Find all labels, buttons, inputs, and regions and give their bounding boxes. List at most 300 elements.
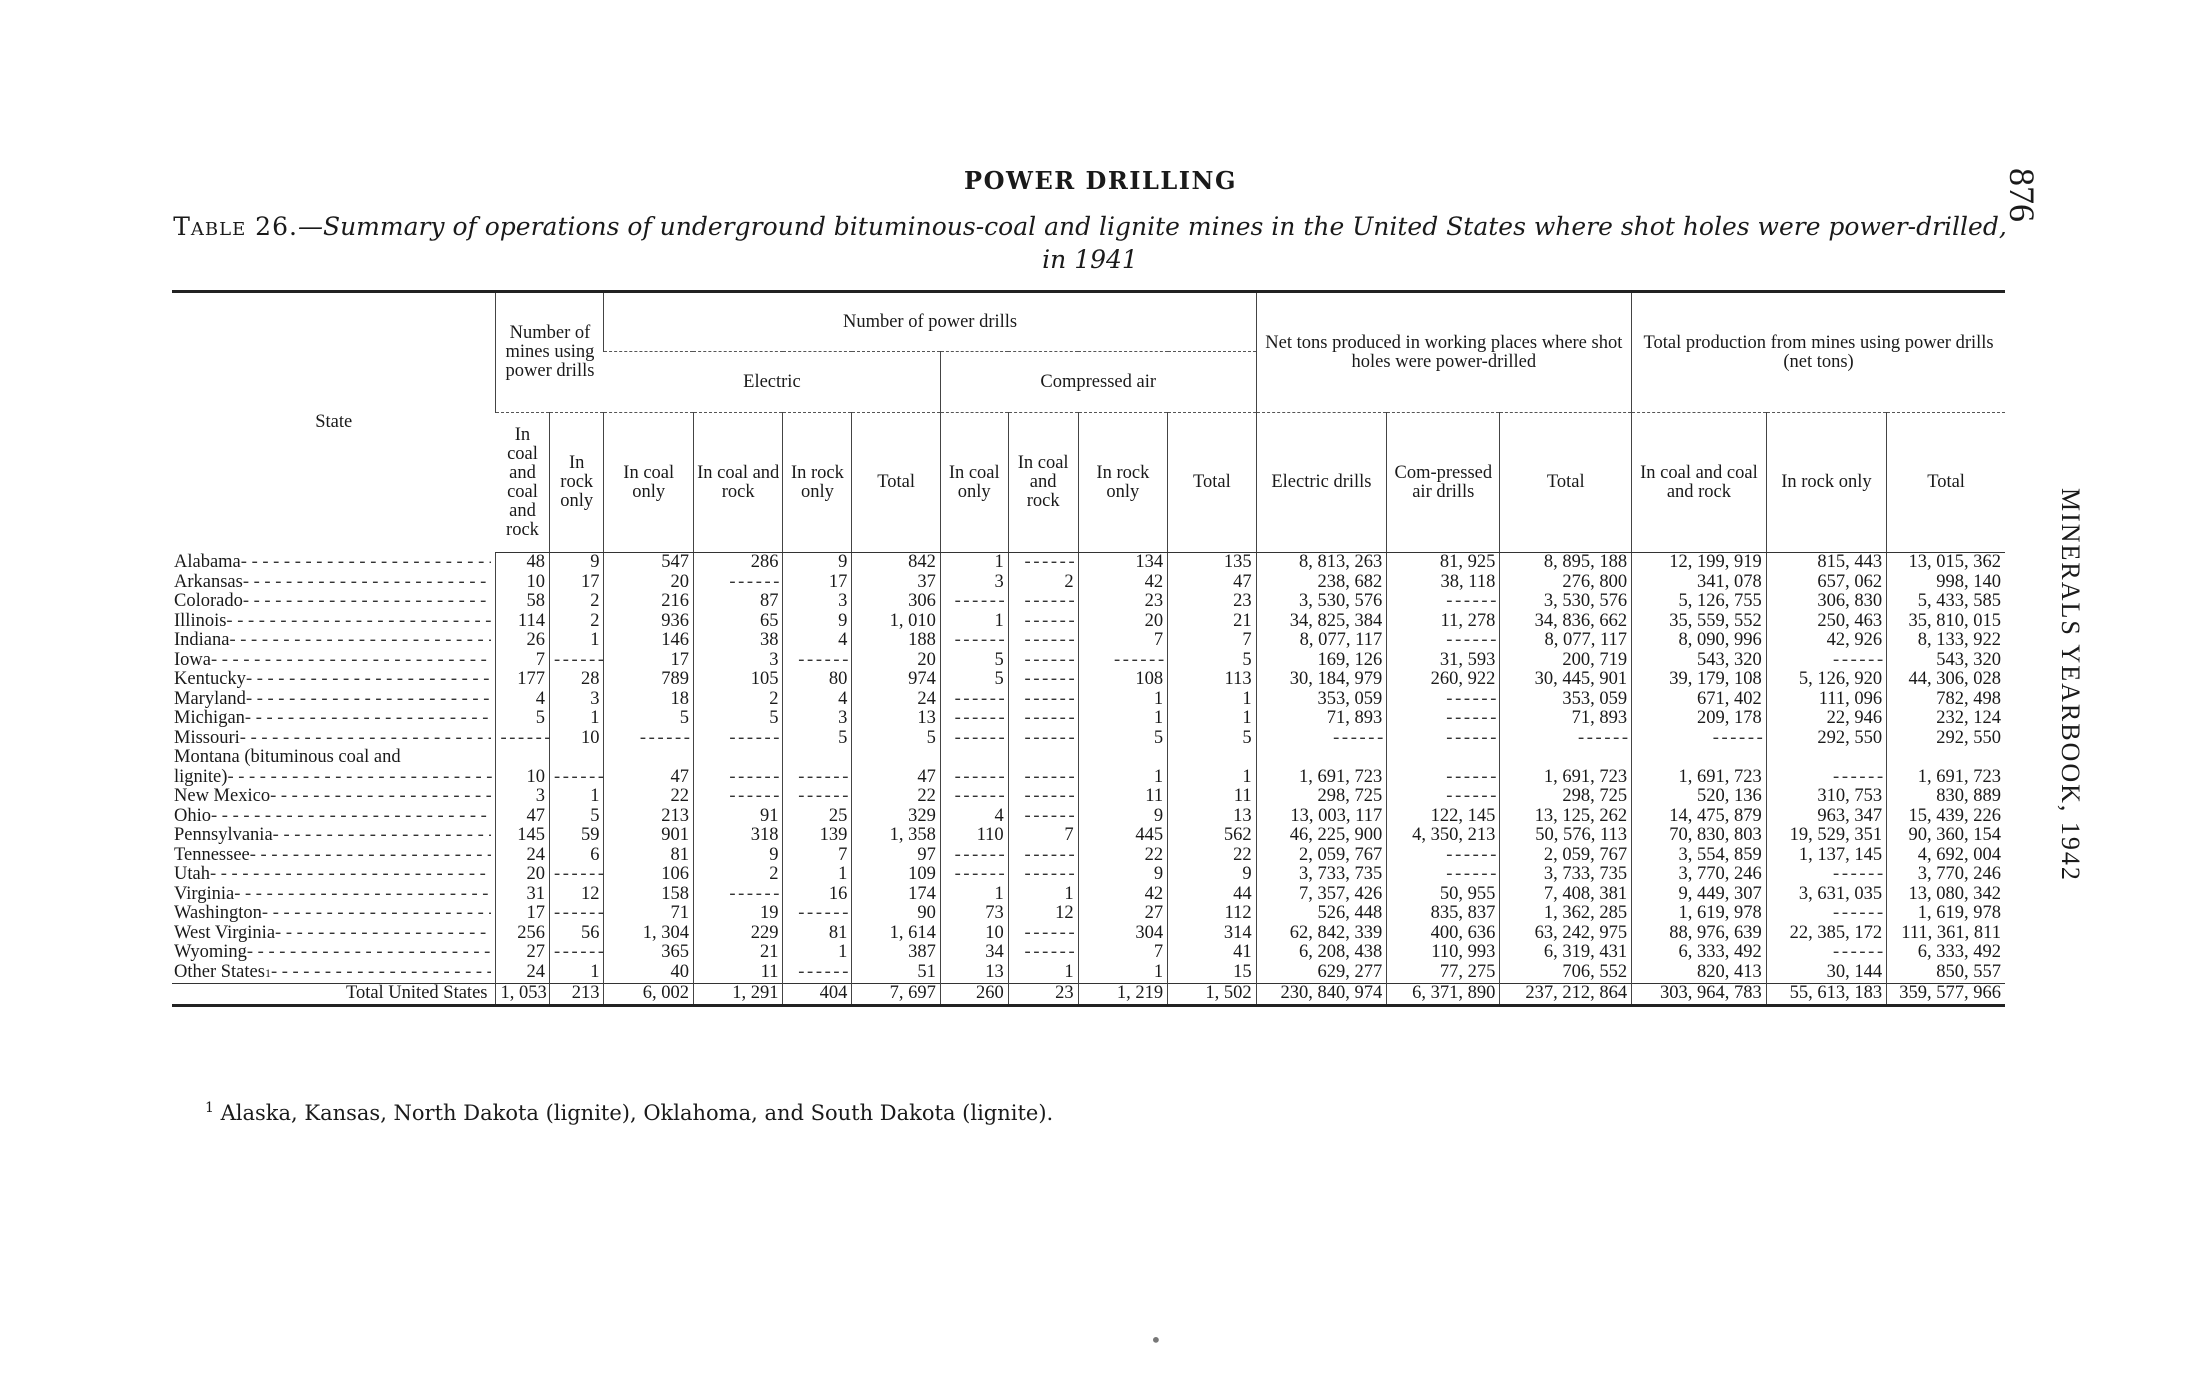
table-cell: 81, 925 [1387,553,1500,573]
table-cell: 59 [549,826,604,846]
state-label: West Virginia [174,923,276,943]
table-cell [549,943,604,963]
state-label: Virginia [174,884,235,904]
table-cell: 24 [852,690,940,710]
table-cell: 22 [852,787,940,807]
table-cell: 31, 593 [1387,651,1500,671]
table-cell: 105 [693,670,782,690]
table-cell: 9 [693,846,782,866]
table-cell: 10 [549,729,604,749]
state-name [172,943,496,963]
table-cell: 4 [783,631,852,651]
table-cell: 17 [783,573,852,593]
table-cell [1766,748,1886,787]
column-header-15: In rock only [1766,413,1886,553]
state-name [172,826,496,846]
state-label: New Mexico [174,787,271,806]
state-label: Pennsylvania [174,826,273,845]
column-header-7: In coal only [940,413,1008,553]
total-cell: 303, 964, 783 [1632,984,1767,1006]
table-cell: 42 [1078,573,1167,593]
table-cell: 1, 010 [852,612,940,632]
table-cell: 2, 059, 767 [1256,846,1387,866]
table-cell: 34 [940,943,1008,963]
state-label: Iowa [174,650,211,670]
table-cell: 37 [852,573,940,593]
total-cell: 23 [1008,984,1078,1006]
table-cell: 62, 842, 339 [1256,924,1387,944]
table-cell: 815, 443 [1766,553,1886,573]
dot-leader [247,943,492,963]
footnote-mark: 1 [205,1100,214,1116]
table-cell: 15 [1168,963,1257,984]
table-cell: 7 [1008,826,1078,846]
table-cell: 145 [496,826,549,846]
running-head: MINERALS YEARBOOK, 1942 [2056,488,2085,882]
table-cell: 213 [604,807,693,827]
table-cell: 830, 889 [1887,787,2005,807]
table-cell: 1, 619, 978 [1887,904,2005,924]
table-cell: 14, 475, 879 [1632,807,1767,827]
table-cell: 782, 498 [1887,690,2005,710]
table-cell: 6, 333, 492 [1887,943,2005,963]
table-cell: 260, 922 [1387,670,1500,690]
column-header-12: Com-pressed air drills [1387,413,1500,553]
table-row [172,631,2005,651]
dot-leader [275,924,491,944]
table-cell: 1 [940,612,1008,632]
table-cell: 238, 682 [1256,573,1387,593]
table-cell [693,787,782,807]
state-name [172,670,496,690]
table-cell [1008,943,1078,963]
table-cell: 11 [693,963,782,984]
table-cell: 7 [783,846,852,866]
table-cell: 1 [1008,885,1078,905]
dot-leader [273,826,492,846]
table-cell: 109 [852,865,940,885]
table-cell: 8, 077, 117 [1500,631,1632,651]
table-cell: 63, 242, 975 [1500,924,1632,944]
dot-leader [245,709,492,729]
dot-leader [271,963,492,983]
table-cell: 13 [852,709,940,729]
table-cell: 12 [549,885,604,905]
table-cell: 70, 830, 803 [1632,826,1767,846]
table-cell [549,904,604,924]
table-cell: 1 [1078,963,1167,984]
state-name [172,846,496,866]
dot-leader [250,846,492,866]
table-row [172,612,2005,632]
table-cell: 310, 753 [1766,787,1886,807]
state-label: Alabama [174,552,241,572]
table-cell: 9 [1078,865,1167,885]
table-cell [940,631,1008,651]
total-cell: 55, 613, 183 [1766,984,1886,1006]
table-cell: 71, 893 [1256,709,1387,729]
table-cell: 974 [852,670,940,690]
table-cell: 5 [496,709,549,729]
total-cell: 1, 291 [693,984,782,1006]
table-cell: 9, 449, 307 [1632,885,1767,905]
table-cell [1256,729,1387,749]
table-cell: 562 [1168,826,1257,846]
table-cell: 3 [783,709,852,729]
state-name [172,865,496,885]
table-cell: 16 [783,885,852,905]
table-cell: 23 [1078,592,1167,612]
table-row [172,573,2005,593]
total-cell: 213 [549,984,604,1006]
table-cell: 114 [496,612,549,632]
total-cell: 230, 840, 974 [1256,984,1387,1006]
table-cell: 286 [693,553,782,573]
state-name [172,592,496,612]
table-row [172,865,2005,885]
table-cell: 25 [783,807,852,827]
table-cell: 90, 360, 154 [1887,826,2005,846]
table-cell: 10 [940,924,1008,944]
table-cell: 200, 719 [1500,651,1632,671]
table-cell: 90 [852,904,940,924]
state-name [172,748,496,787]
table-cell: 40 [604,963,693,984]
footnote-ref: 1 [264,965,271,980]
table-cell: 1 [783,943,852,963]
dot-leader [240,729,492,749]
footnote-text: Alaska, Kansas, North Dakota (lignite), Oklahoma, and South Dakota (lignite). [220,1101,1054,1125]
table-cell: 47 [1168,573,1257,593]
table-cell: 13, 125, 262 [1500,807,1632,827]
table-cell [940,592,1008,612]
table-cell: 111, 096 [1766,690,1886,710]
table-cell: 7 [1078,943,1167,963]
table-cell: 22 [604,787,693,807]
table-cell: 50, 576, 113 [1500,826,1632,846]
table-cell: 353, 059 [1500,690,1632,710]
state-label: Utah [174,865,210,884]
table-cell: 24 [496,963,549,984]
table-cell: 91 [693,807,782,827]
table-cell [1387,787,1500,807]
table-cell: 1 [1168,748,1257,787]
table-cell: 292, 550 [1887,729,2005,749]
state-name [172,631,496,651]
table-row [172,592,2005,612]
table-cell: 341, 078 [1632,573,1767,593]
table-cell: 820, 413 [1632,963,1767,984]
table-cell: 58 [496,592,549,612]
table-row [172,787,2005,807]
dot-leader [211,807,491,827]
table-cell [940,729,1008,749]
state-label: Colorado [174,592,243,611]
table-cell [1008,865,1078,885]
table-cell [1008,807,1078,827]
table-cell: 7, 408, 381 [1500,885,1632,905]
table-cell: 250, 463 [1766,612,1886,632]
state-label: Kentucky [174,670,246,689]
table-cell: 7 [1078,631,1167,651]
table-cell: 22 [1078,846,1167,866]
state-label: Missouri [174,728,240,748]
table-cell: 23 [1168,592,1257,612]
table-cell: 34, 825, 384 [1256,612,1387,632]
table-cell: 229 [693,924,782,944]
dot-leader [270,787,491,807]
table-cell: 298, 725 [1500,787,1632,807]
table-cell: 5, 126, 755 [1632,592,1767,612]
table-cell [1008,729,1078,749]
table-cell: 97 [852,846,940,866]
table-cell: 1 [940,553,1008,573]
table-cell: 1 [783,865,852,885]
table-cell [1008,612,1078,632]
state-name [172,553,496,573]
table-cell: 177 [496,670,549,690]
table-cell: 292, 550 [1766,729,1886,749]
state-label: Maryland [174,689,246,709]
column-header-9: In rock only [1078,413,1167,553]
table-cell: 110, 993 [1387,943,1500,963]
state-name [172,787,496,807]
table-cell: 2 [549,592,604,612]
table-cell: 8, 077, 117 [1256,631,1387,651]
table-cell: 318 [693,826,782,846]
table-cell: 4, 350, 213 [1387,826,1500,846]
total-cell: 1, 502 [1168,984,1257,1006]
table-cell: 13, 003, 117 [1256,807,1387,827]
dot-leader [262,904,492,924]
table-cell: 2 [693,865,782,885]
table-cell: 174 [852,885,940,905]
table-cell: 256 [496,924,549,944]
dot-leader [227,767,496,787]
table-cell: 112 [1168,904,1257,924]
table-cell: 13, 080, 342 [1887,885,2005,905]
table-cell: 22, 946 [1766,709,1886,729]
state-label: Arkansas [174,572,243,592]
table-cell: 135 [1168,553,1257,573]
header-total-production-group: Total production from mines using power drills (net tons) [1632,292,2005,413]
table-cell: 3 [549,690,604,710]
table-cell: 56 [549,924,604,944]
column-header-11: Electric drills [1256,413,1387,553]
table-cell: 3 [693,651,782,671]
table-cell: 20 [1078,612,1167,632]
table-cell: 6, 208, 438 [1256,943,1387,963]
table-cell [1008,924,1078,944]
table-cell: 113 [1168,670,1257,690]
table-cell: 15, 439, 226 [1887,807,2005,827]
state-name [172,904,496,924]
column-header-2: In rock only [549,413,604,553]
table-cell: 24 [496,846,549,866]
table-cell: 22 [1168,846,1257,866]
table-cell: 1 [1078,748,1167,787]
table-cell: 1 [549,631,604,651]
total-cell: 260 [940,984,1008,1006]
column-header-8: In coal and rock [1008,413,1078,553]
total-cell: 404 [783,984,852,1006]
column-header-5: In rock only [783,413,852,553]
table-cell: 998, 140 [1887,573,2005,593]
table-cell: 13 [940,963,1008,984]
table-cell: 543, 320 [1632,651,1767,671]
state-label: Ohio [174,806,211,826]
dot-leader [246,670,492,690]
table-cell: 9 [1078,807,1167,827]
table-cell [783,748,852,787]
table-cell [783,651,852,671]
table-cell: 17 [604,651,693,671]
total-cell: 359, 577, 966 [1887,984,2005,1006]
table-cell [1008,670,1078,690]
table-cell: 5 [783,729,852,749]
table-cell: 51 [852,963,940,984]
table-cell: 5 [940,670,1008,690]
table-cell: 38 [693,631,782,651]
table-cell [1500,729,1632,749]
table-row [172,729,2005,749]
table-cell [693,729,782,749]
header-mines-group: Number of mines using power drills [496,292,604,413]
table-cell: 657, 062 [1766,573,1886,593]
table-cell: 3, 631, 035 [1766,885,1886,905]
table-cell: 8, 895, 188 [1500,553,1632,573]
table-cell: 146 [604,631,693,651]
table-cell: 3, 530, 576 [1256,592,1387,612]
table-cell [1008,651,1078,671]
footnote [205,1100,1053,1125]
table-cell: 22, 385, 172 [1766,924,1886,944]
state-name [172,690,496,710]
table-cell: 88, 976, 639 [1632,924,1767,944]
state-name [172,573,496,593]
table-cell: 629, 277 [1256,963,1387,984]
state-name [172,709,496,729]
table-cell: 19, 529, 351 [1766,826,1886,846]
table-cell: 169, 126 [1256,651,1387,671]
table-cell: 1 [549,963,604,984]
table-cell: 21 [1168,612,1257,632]
state-name [172,729,496,749]
table-row [172,826,2005,846]
table-cell [1008,592,1078,612]
table-cell: 6 [549,846,604,866]
dot-leader [229,631,491,651]
table-row [172,924,2005,944]
table-cell [1387,846,1500,866]
table-cell: 34, 836, 662 [1500,612,1632,632]
table-cell: 111, 361, 811 [1887,924,2005,944]
table-cell [940,865,1008,885]
column-header-16: Total [1887,413,2005,553]
table-cell: 387 [852,943,940,963]
table-row [172,885,2005,905]
dot-leader [210,865,492,885]
state-label: Other States [174,962,265,982]
table-cell: 5 [940,651,1008,671]
table-cell: 27 [496,943,549,963]
table-cell [940,787,1008,807]
table-cell: 122, 145 [1387,807,1500,827]
table-cell: 27 [1078,904,1167,924]
table-cell: 1, 691, 723 [1632,748,1767,787]
table-cell [1078,651,1167,671]
table-cell: 134 [1078,553,1167,573]
table-cell: 44, 306, 028 [1887,670,2005,690]
table-cell [1387,865,1500,885]
table-cell: 3, 733, 735 [1256,865,1387,885]
state-name [172,807,496,827]
total-row [172,984,2005,1006]
table-cell: 73 [940,904,1008,924]
table-cell: 901 [604,826,693,846]
table-row [172,748,2005,787]
table-cell: 20 [604,573,693,593]
table-cell: 3, 770, 246 [1632,865,1767,885]
table-cell [1008,631,1078,651]
table-cell: 30, 144 [1766,963,1886,984]
table-cell: 306, 830 [1766,592,1886,612]
table-cell [693,573,782,593]
table-cell [940,748,1008,787]
table-cell: 10 [496,573,549,593]
table-cell: 20 [496,865,549,885]
table-cell: 13, 015, 362 [1887,553,2005,573]
dot-leader [226,612,491,632]
table-cell: 108 [1078,670,1167,690]
table-cell [604,729,693,749]
table-cell: 1 [1078,690,1167,710]
table-row [172,846,2005,866]
table-cell: 1, 614 [852,924,940,944]
table-cell: 80 [783,670,852,690]
table-cell [693,748,782,787]
table-cell: 50, 955 [1387,885,1500,905]
dot-leader [234,885,491,905]
table-cell: 789 [604,670,693,690]
table-cell: 209, 178 [1632,709,1767,729]
table-cell: 41 [1168,943,1257,963]
table-cell [940,690,1008,710]
table-cell: 850, 557 [1887,963,2005,984]
table-cell: 353, 059 [1256,690,1387,710]
table-cell: 38, 118 [1387,573,1500,593]
table-cell: 5 [1078,729,1167,749]
table-cell: 42 [1078,885,1167,905]
column-header-4: In coal and rock [693,413,782,553]
table-cell: 9 [783,553,852,573]
table-cell: 3 [496,787,549,807]
table-cell [783,963,852,984]
table-cell [1008,690,1078,710]
table-cell [1387,690,1500,710]
table-cell: 1, 137, 145 [1766,846,1886,866]
state-label: Wyoming [174,943,247,962]
table-row [172,709,2005,729]
table-cell: 3, 733, 735 [1500,865,1632,885]
column-header-14: In coal and coal and rock [1632,413,1767,553]
table-cell: 4, 692, 004 [1887,846,2005,866]
table-cell: 19 [693,904,782,924]
table-cell [1387,729,1500,749]
table-cell: 5 [1168,729,1257,749]
column-header-10: Total [1168,413,1257,553]
column-header-6: Total [852,413,940,553]
